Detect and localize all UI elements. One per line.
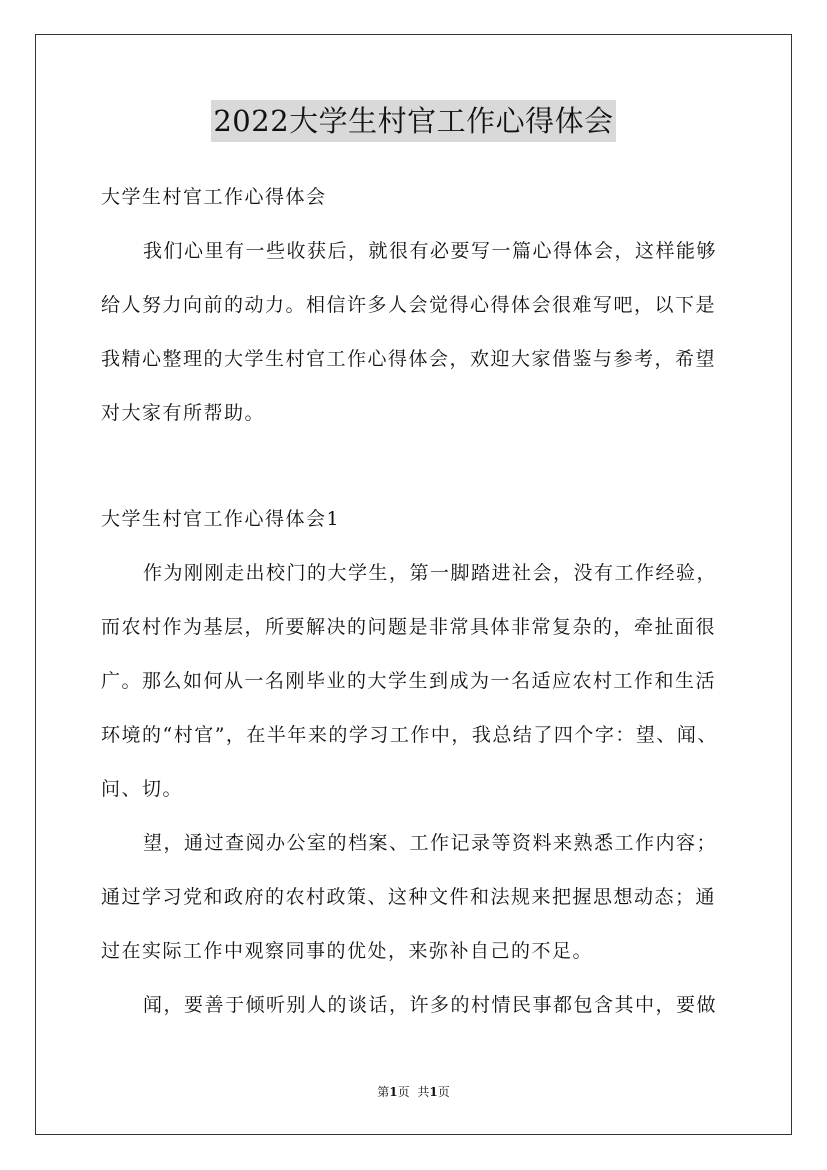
text-line: 我精心整理的大学生村官工作心得体会，欢迎大家借鉴与参考，希望 [101,348,717,370]
text-line: 广。那么如何从一名刚毕业的大学生到成为一名适应农村工作和生活 [101,670,717,692]
text-line: 对大家有所帮助。 [101,402,266,424]
total-prefix: 共 [417,1085,430,1099]
blank-line [101,440,731,492]
document-title: 2022大学生村官工作心得体会 [211,100,615,142]
page-prefix: 第 [377,1085,390,1099]
text-line: 作为刚刚走出校门的大学生，第一脚踏进社会，没有工作经验， [143,562,718,584]
total-pages: 1 [429,1085,438,1099]
page-footer [0,1083,827,1100]
text-line: 大学生村官工作心得体会 [101,186,327,208]
text-line: 通过学习党和政府的农村政策、这种文件和法规来把握思想动态；通 [101,886,717,908]
text-line: 大学生村官工作心得体会1 [101,508,341,530]
text-line: 闻，要善于倾听别人的谈话，许多的村情民事都包含其中，要做 [143,994,718,1016]
text-line: 过在实际工作中观察同事的优处，来弥补自己的不足。 [101,940,594,962]
text-line: 望，通过查阅办公室的档案、工作记录等资料来熟悉工作内容； [143,832,718,854]
title-container [0,100,827,142]
page-suffix: 页 [397,1085,410,1099]
page-number: 1 [389,1085,398,1099]
text-line: 给人努力向前的动力。相信许多人会觉得心得体会很难写吧，以下是 [101,294,717,316]
total-suffix: 页 [437,1085,450,1099]
text-line: 而农村作为基层，所要解决的问题是非常具体非常复杂的，牵扯面很 [101,616,717,638]
text-line: 环境的“村官”，在半年来的学习工作中，我总结了四个字：望、闻、 [101,724,718,746]
document-body [101,170,731,1032]
text-line: 问、切。 [101,778,184,800]
text-line: 我们心里有一些收获后，就很有必要写一篇心得体会，这样能够 [143,240,718,262]
